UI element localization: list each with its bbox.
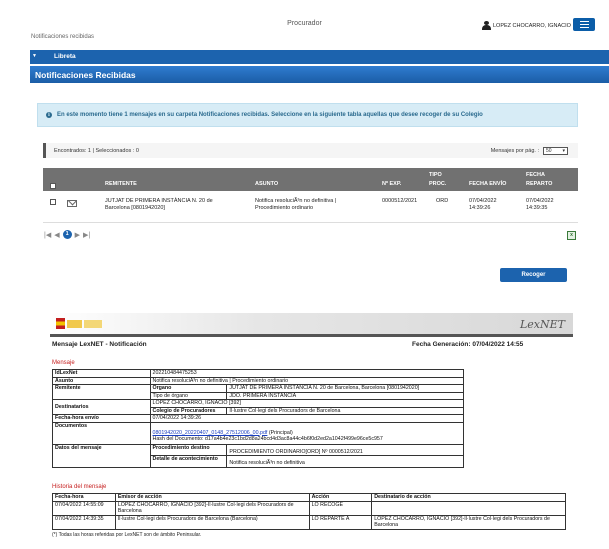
- recoger-button[interactable]: Recoger: [500, 268, 567, 282]
- tipo-organo-value: JDO. PRIMERA INSTANCIA: [227, 392, 464, 400]
- organo-label: Órgano: [150, 385, 227, 393]
- document-pdf-link[interactable]: 0801942020_20220407_0148_27512006_00.pdf: [152, 429, 268, 436]
- historia-emisor-line2: Barcelona: [117, 508, 142, 514]
- main-navbar: [30, 50, 609, 64]
- page-title: Notificaciones Recibidas: [30, 66, 609, 83]
- proc-destino-value: PROCEDIMIENTO ORDINARIO[ORD] Nº 0000512/2021: [227, 444, 464, 456]
- role-title: Procurador: [287, 20, 322, 27]
- row-fecha-reparto-date: 07/04/2022: [526, 198, 554, 204]
- per-page-select[interactable]: [543, 147, 568, 155]
- row-fecha-reparto-time: 14:39:35: [526, 205, 548, 211]
- row-checkbox[interactable]: [50, 199, 56, 205]
- historia-destinatario-line2: Barcelona: [374, 522, 399, 528]
- per-page-control: [491, 147, 568, 155]
- document-banner: [50, 313, 573, 334]
- section-historia-label: Historia del mensaje: [52, 484, 107, 490]
- historia-col-destinatario: Destinatario de acción: [372, 494, 566, 502]
- historia-destinatario-line1: LOPEZ CHOCARRO, IGNACIO [392]-Il·lustre Col·legi dels Procuradors de: [374, 515, 550, 522]
- info-message: En este momento tiene 1 mensajes en su carpeta Notificaciones recibidas. Seleccione en la siguiente tabla aquellas que desee recoger de su Colegio: [57, 112, 483, 118]
- document-principal-label: (Principal): [267, 429, 293, 436]
- destinatario-value: LOPEZ CHOCARRO, IGNACIO [392]: [150, 400, 464, 408]
- idlexnet-label: IdLexNet: [53, 370, 151, 378]
- asunto-value: Notifica resoluciÃ³n no definitiva | Procedimiento ordinario: [150, 377, 464, 385]
- select-all-checkbox[interactable]: [50, 183, 56, 189]
- user-menu[interactable]: [482, 21, 571, 30]
- breadcrumb[interactable]: Notificaciones recibidas: [31, 34, 95, 40]
- colegio-label: Colegio de Procuradores: [150, 407, 227, 415]
- crest-icon: [56, 318, 65, 329]
- destinatarios-label: Destinatarios: [53, 400, 151, 415]
- organo-value: JUTJAT DE PRIMERA INSTÀNCIA N. 20 de Barcelona, Barcelona [0801942020]: [227, 385, 464, 393]
- row-asunto-line2: Procedimiento ordinario: [255, 205, 314, 211]
- document-hash: Hash del Documento: d17a4b4e23c1bd2d8a24bcd4d3ac8a44c4b6f0d2ed2a1042f499e96ce5c957: [152, 436, 383, 442]
- prev-page-icon[interactable]: ◀: [54, 231, 60, 239]
- col-asunto[interactable]: ASUNTO: [255, 181, 279, 187]
- excel-export-icon[interactable]: x: [567, 231, 576, 240]
- historia-fecha: 07/04/2022 14:55:09: [53, 501, 116, 515]
- col-tipo-proc-2[interactable]: PROC.: [429, 181, 447, 187]
- row-remitente-line2: Barcelona [0801942020]: [105, 205, 165, 211]
- generation-date: Fecha Generación: 07/04/2022 14:55: [412, 341, 524, 348]
- row-tipo-proc: ORD: [436, 198, 449, 204]
- document-title: Mensaje LexNET - Notificación: [52, 341, 147, 348]
- fecha-envio-label: Fecha-hora envío: [53, 415, 151, 423]
- info-alert: [37, 103, 578, 127]
- col-fecha-reparto-2[interactable]: REPARTO: [526, 181, 553, 187]
- counter-bar: [43, 143, 578, 158]
- col-remitente[interactable]: REMITENTE: [105, 181, 137, 187]
- tipo-organo-label: Tipo de órgano: [150, 392, 227, 400]
- table-header: [43, 168, 578, 191]
- last-page-icon[interactable]: ▶|: [82, 231, 91, 239]
- col-tipo-proc-1[interactable]: TIPO: [429, 172, 442, 178]
- mail-icon: [67, 200, 77, 207]
- row-asunto-line1: Notifica resoluciÃ³n no definitiva |: [255, 198, 337, 204]
- footnote: (*) Todas las horas referidas por LexNET son de ámbito Peninsular.: [52, 532, 202, 538]
- historia-table: [52, 493, 566, 530]
- government-logo: [56, 317, 113, 330]
- historia-accion: LO RECOGE: [309, 501, 372, 515]
- proc-destino-label: Procedimiento destino: [150, 444, 227, 456]
- per-page-value: 50: [546, 148, 552, 154]
- hamburger-menu-button[interactable]: [573, 18, 595, 31]
- historia-emisor-line1: LOPEZ CHOCARRO, IGNACIO [392]-Il·lustre Col·legi dels Procuradors de: [117, 501, 294, 508]
- historia-emisor-line1: Il·lustre Col·legi dels Procuradors de Barcelona (Barcelona): [117, 515, 258, 522]
- detalle-value: Notifica resoluciÃ³n no definitiva: [227, 456, 464, 468]
- pagination: [44, 230, 90, 239]
- top-header: [0, 0, 609, 48]
- section-mensaje-label: Mensaje: [52, 360, 75, 366]
- col-n-exp[interactable]: Nº EXP.: [382, 181, 402, 187]
- historia-col-fecha: Fecha-hora: [53, 494, 116, 502]
- col-fecha-envio[interactable]: FECHA ENVÍO: [469, 181, 507, 187]
- row-divider: [43, 222, 578, 223]
- row-n-exp: 0000512/2021: [382, 198, 418, 204]
- lexnet-notification-document: [50, 313, 573, 549]
- row-remitente-line1: JUTJAT DE PRIMERA INSTÀNCIA N. 20 de: [105, 198, 213, 204]
- documentos-cell: [150, 422, 464, 444]
- fecha-envio-value: 07/04/2022 14:39:26: [150, 415, 464, 423]
- table-row[interactable]: [43, 194, 578, 220]
- historia-col-accion: Acción: [309, 494, 372, 502]
- nav-item-libreta[interactable]: Libreta: [54, 53, 76, 60]
- historia-accion: LO REPARTE A: [309, 515, 372, 529]
- per-page-label: Mensajes por pág. :: [490, 148, 539, 154]
- row-fecha-envio-date: 07/04/2022: [469, 198, 497, 204]
- colegio-value: Il·lustre Col·legi dels Procuradors de Barcelona: [227, 407, 464, 415]
- chevron-down-icon: ▾: [562, 148, 565, 154]
- historia-row: [53, 501, 566, 515]
- documentos-label: Documentos: [53, 422, 151, 444]
- historia-row: [53, 515, 566, 529]
- banner-divider: [50, 334, 573, 337]
- caret-down-icon[interactable]: ▼: [32, 53, 37, 59]
- counter-text: Encontrados: 1 | Seleccionados : 0: [54, 148, 139, 154]
- row-fecha-envio-time: 14:39:26: [469, 205, 491, 211]
- col-fecha-reparto-1[interactable]: FECHA: [526, 172, 545, 178]
- mensaje-table: [52, 369, 464, 468]
- historia-col-emisor: Emisor de acción: [115, 494, 309, 502]
- asunto-label: Asunto: [53, 377, 151, 385]
- user-icon: [482, 21, 491, 30]
- remitente-label: Remitente: [53, 385, 151, 400]
- info-icon: i: [46, 112, 52, 118]
- lexnet-logo: LexNET: [519, 318, 565, 331]
- detalle-label: Detalle de acontecimiento: [150, 456, 227, 468]
- current-page[interactable]: 1: [63, 230, 72, 239]
- datos-mensaje-label: Datos del mensaje: [53, 444, 151, 467]
- historia-fecha: 07/04/2022 14:39:35: [53, 515, 116, 529]
- first-page-icon[interactable]: |◀: [44, 231, 52, 239]
- user-name: LOPEZ CHOCARRO, IGNACIO: [493, 22, 571, 29]
- idlexnet-value: 202210484475253: [150, 370, 464, 378]
- next-page-icon[interactable]: ▶: [74, 231, 80, 239]
